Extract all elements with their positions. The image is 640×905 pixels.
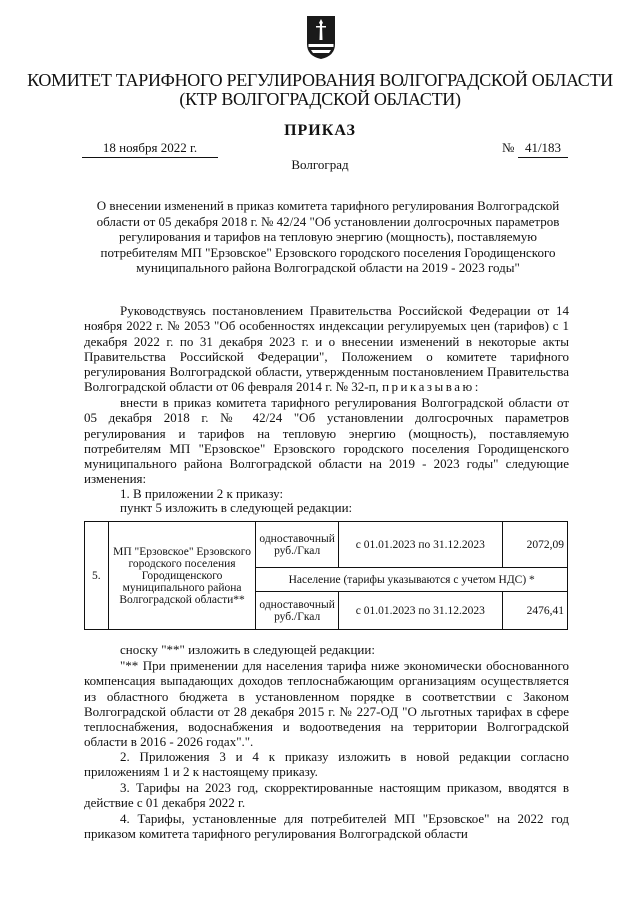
item-1: 1. В приложении 2 к приказу: [120, 486, 284, 501]
order-date: 18 ноября 2022 г. [82, 140, 218, 158]
organization-short-name: (КТР ВОЛГОГРАДСКОЙ ОБЛАСТИ) [179, 89, 461, 109]
value-cell: 2476,41 [502, 592, 567, 630]
footnote-text: "** При применении для населения тарифа ниже экономически обоснованного компенсация выпадающих доходов теплоснабжающим организациям осуществляется из областного бюджета в установленном порядке в соответствии с Законом Волгоградской области от 28 декабря 2015 г. № 227-ОД "О льготных тарифах в сфере теплоснабжения, водоснабжения и водоотведения на территории Волгоградской области в 2016 - 2026 годах".". [84, 658, 569, 750]
amendment-paragraph: внести в приказ комитета тарифного регулирования Волгоградской области от 05 декабря 2018 г. № 42/24 "Об установлении долгосрочных параметров регулирования и тарифов на тепловую энергию (мощность), поставляемую потребителям МП "Ерзовское" Ерзовского городского поселения Городищенского муниципального района Волгоградской области на 2019 - 2023 годы" следующие изменения: [84, 395, 569, 487]
document-type: ПРИКАЗ [284, 122, 356, 139]
organization-cell: МП "Ерзовское" Ерзовского городского поселения Городищенского муниципального района Волгоградской области** [108, 522, 256, 630]
order-number-label: № [502, 140, 515, 155]
unit-cell: одноставочный руб./Гкал [256, 522, 338, 568]
order-number: 41/183 [518, 140, 568, 158]
order-subject: О внесении изменений в приказ комитета тарифного регулирования Волгоградской области от 05 декабря 2018 г. № 42/24 "Об установлении долгосрочных параметров регулирования и тарифов на тепловую энергию (мощность), поставляемую потребителям МП "Ерзовское" Ерзовского городского поселения Городищенского муниципального района Волгоградской области на 2019 - 2023 годы" [96, 198, 560, 276]
period-cell: с 01.01.2023 по 31.12.2023 [338, 522, 502, 568]
value-cell: 2072,09 [502, 522, 567, 568]
tariff-table [84, 521, 568, 630]
row-number-cell: 5. [85, 522, 109, 630]
order-keyword: приказываю [382, 379, 475, 395]
footnote-instruction: сноску "**" изложить в следующей редакции: [120, 642, 375, 657]
organization-name: КОМИТЕТ ТАРИФНОГО РЕГУЛИРОВАНИЯ ВОЛГОГРАДСКОЙ ОБЛАСТИ [27, 70, 613, 90]
city: Волгоград [291, 157, 349, 172]
unit-cell: одноставочный руб./Гкал [256, 592, 338, 630]
period-cell: с 01.01.2023 по 31.12.2023 [338, 592, 502, 630]
population-cell: Население (тарифы указываются с учетом НДС) * [256, 568, 568, 592]
item-2: 2. Приложения 3 и 4 к приказу изложить в новой редакции согласно приложениям 1 и 2 к настоящему приказу. [84, 749, 569, 780]
intro-text: Руководствуясь постановлением Правительства Российской Федерации от 14 ноября 2022 г. № 2053 "Об особенностях индексации регулируемых цен (тарифов) с 1 декабря 2022 г. по 31 декабря 2023 г. и о внесении изменений в некоторые акты Правительства Российской Федерации", Положением о комитете тарифного регулирования Волгоградской области, утвержденным постановлением Правительства Волгоградской области от 06 февраля 2014 г. № 32-п, [84, 303, 569, 395]
table-row [85, 522, 568, 568]
intro-colon: : [474, 379, 479, 395]
item-4: 4. Тарифы, установленные для потребителей МП "Ерзовское" на 2022 год приказом комитета тарифного регулирования Волгоградской области [84, 811, 569, 842]
item-1-sub: пункт 5 изложить в следующей редакции: [120, 500, 353, 515]
item-3: 3. Тарифы на 2023 год, скорректированные настоящим приказом, вводятся в действие с 01 декабря 2022 г. [84, 780, 569, 811]
coat-of-arms-emblem [305, 14, 337, 60]
intro-paragraph [84, 303, 569, 395]
